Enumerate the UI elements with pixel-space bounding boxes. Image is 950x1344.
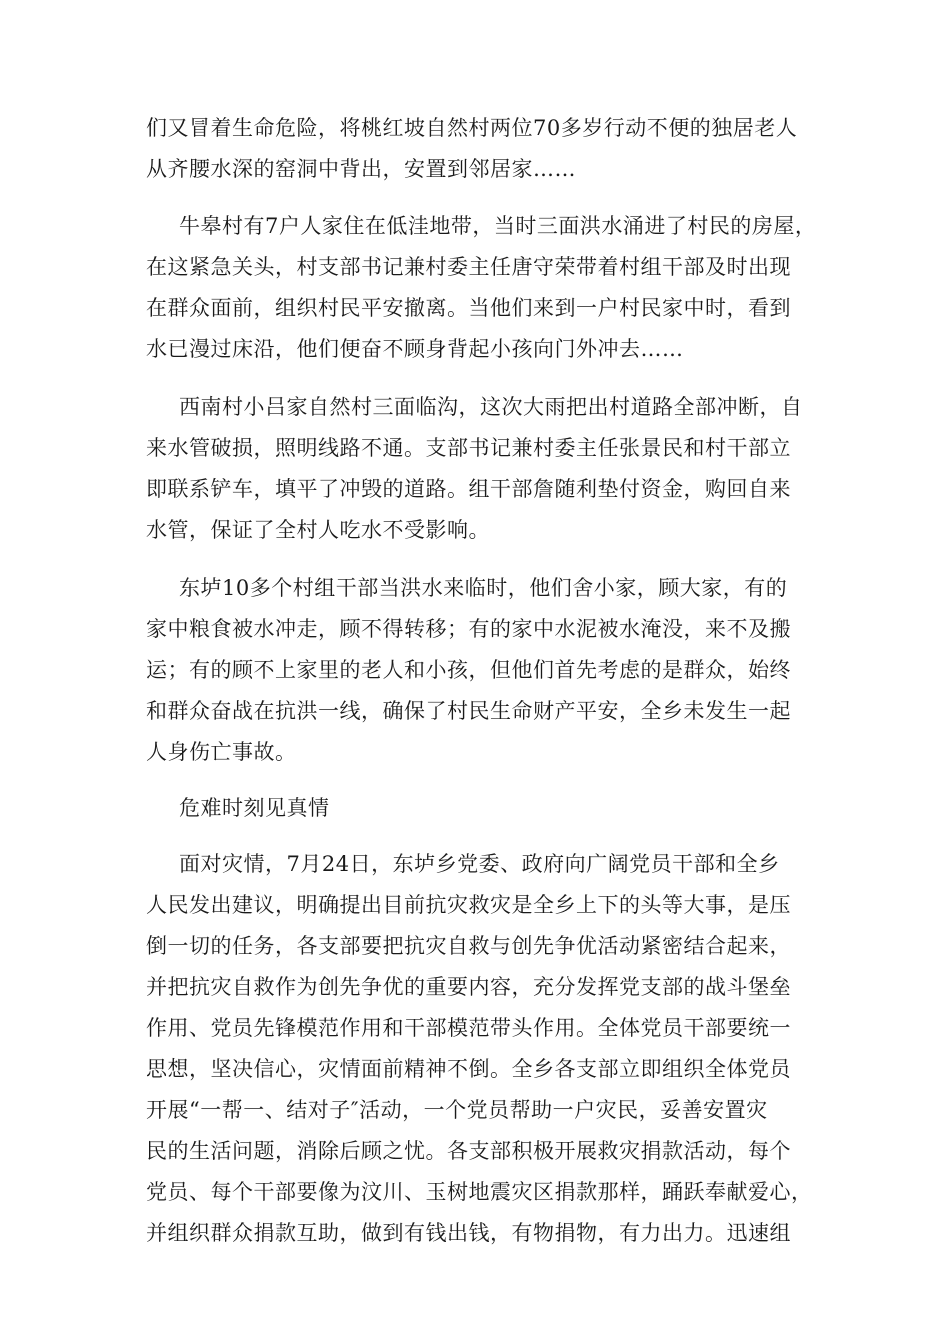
text-line: 东垆10多个村组干部当洪水来临时，他们舍小家，顾大家，有的: [179, 576, 788, 600]
text-line: 党员、每个干部要像为汶川、玉树地震灾区捐款那样，踊跃奉献爱心，: [146, 1180, 813, 1204]
text-line: 水管，保证了全村人吃水不受影响。: [146, 518, 490, 542]
text-line: 人身伤亡事故。: [146, 740, 297, 764]
text-line: 来水管破损，照明线路不通。支部书记兼村委主任张景民和村干部立: [146, 436, 791, 460]
text-line: 人民发出建议，明确提出目前抗灾救灾是全乡上下的头等大事，是压: [146, 893, 791, 917]
text-line: 思想，坚决信心，灾情面前精神不倒。全乡各支部立即组织全体党员: [146, 1057, 791, 1081]
text-line: 运；有的顾不上家里的老人和小孩，但他们首先考虑的是群众，始终: [146, 658, 791, 682]
text-line: 家中粮食被水冲走，顾不得转移；有的家中水泥被水淹没，来不及搬: [146, 617, 791, 641]
text-line: 在这紧急关头，村支部书记兼村委主任唐守荣带着村组干部及时出现: [146, 255, 791, 279]
text-line: 在群众面前，组织村民平安撤离。当他们来到一户村民家中时，看到: [146, 296, 791, 320]
text-line: 即联系铲车，填平了冲毁的道路。组干部詹随利垫付资金，购回自来: [146, 477, 791, 501]
section-heading-text: 危难时刻见真情: [179, 796, 330, 820]
text-line: 水已漫过床沿，他们便奋不顾身背起小孩向门外冲去……: [146, 337, 684, 361]
text-line: 开展“一帮一、结对子″活动，一个党员帮助一户灾民，妥善安置灾: [146, 1098, 768, 1122]
text-line: 民的生活问题，消除后顾之忧。各支部积极开展救灾捐款活动，每个: [146, 1139, 791, 1163]
text-line: 面对灾情，7月24日，东垆乡党委、政府向广阔党员干部和全乡: [179, 852, 780, 876]
text-line: 作用、党员先锋模范作用和干部模范带头作用。全体党员干部要统一: [146, 1016, 791, 1040]
text-line: 牛皋村有7户人家住在低洼地带，当时三面洪水涌进了村民的房屋，: [179, 214, 817, 238]
text-line: 和群众奋战在抗洪一线，确保了村民生命财产平安，全乡未发生一起: [146, 699, 791, 723]
text-line: 并把抗灾自救作为创先争优的重要内容，充分发挥党支部的战斗堡垒: [146, 975, 791, 999]
text-line: 们又冒着生命危险，将桃红坡自然村两位70多岁行动不便的独居老人: [146, 116, 798, 140]
text-line: 西南村小吕家自然村三面临沟，这次大雨把出村道路全部冲断，自: [179, 395, 803, 419]
text-line: 并组织群众捐款互助，做到有钱出钱，有物捐物，有力出力。迅速组: [146, 1221, 791, 1245]
text-line: 倒一切的任务，各支部要把抗灾自救与创先争优活动紧密结合起来，: [146, 934, 791, 958]
text-line: 从齐腰水深的窑洞中背出，安置到邻居家……: [146, 157, 576, 181]
